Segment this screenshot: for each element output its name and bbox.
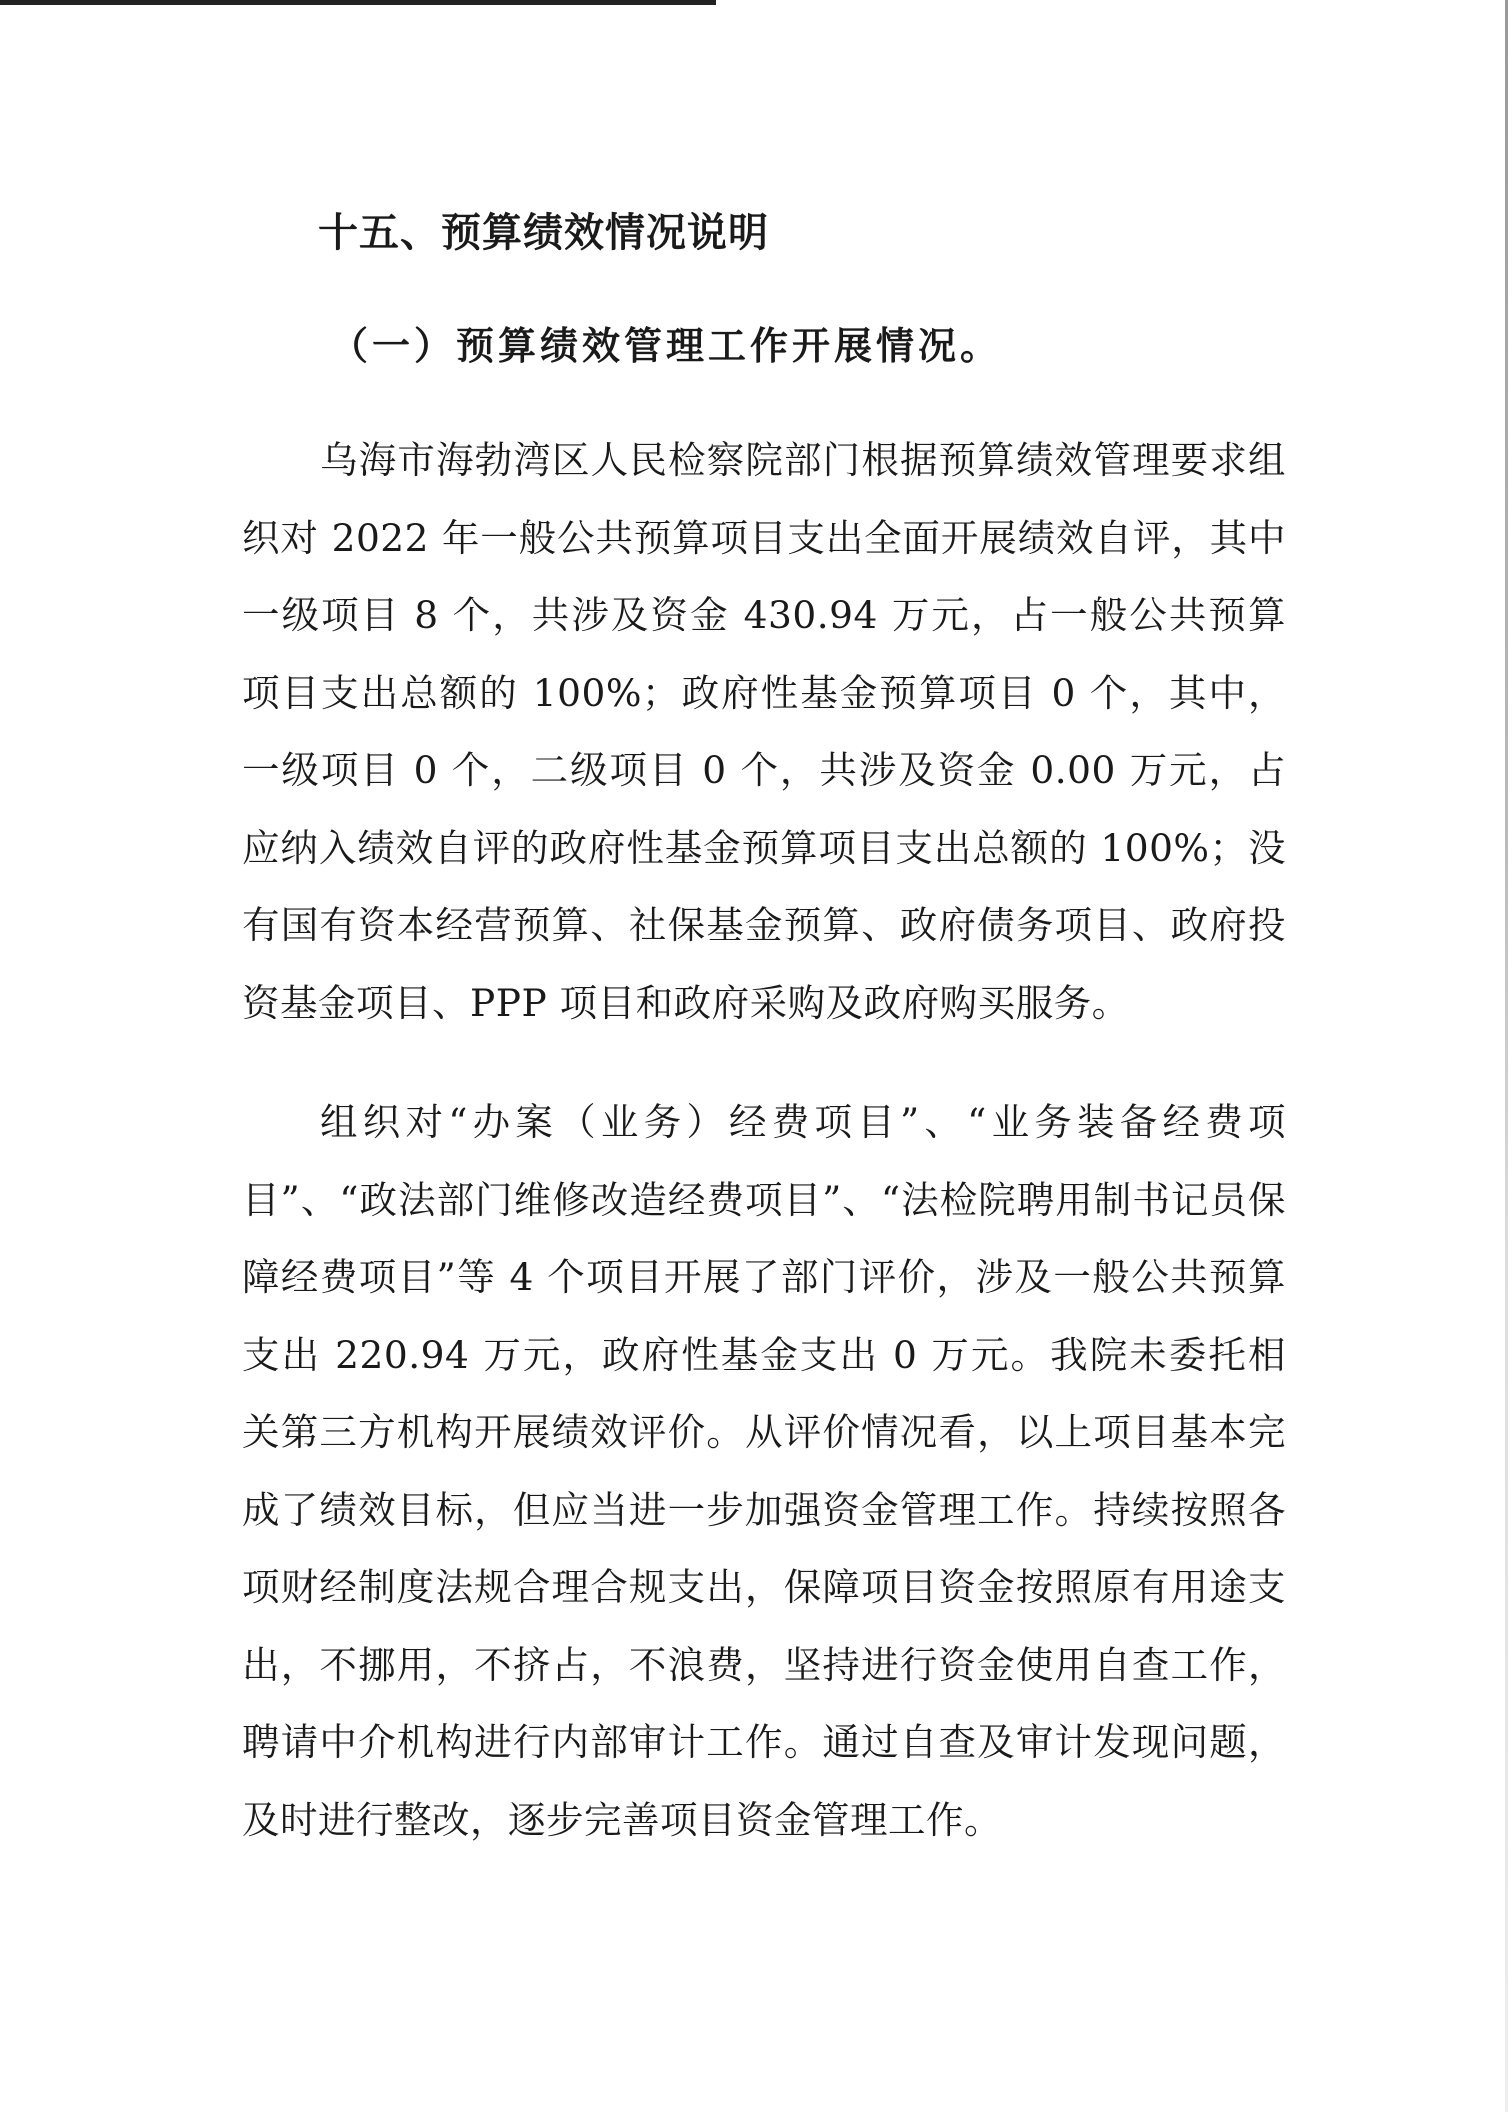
- scan-edge-mark: [0, 0, 716, 5]
- paragraph-department-evaluation: 组织对“办案（业务）经费项目”、“业务装备经费项目”、“政法部门维修改造经费项目”、“法检院聘用制书记员保障经费项目”等 4 个项目开展了部门评价，涉及一般公共预算支出 220.94 万元，政府性基金支出 0 万元。我院未委托相关第三方机构开展绩效评价。从评价情况看，以上项目基本完成了绩效目标，但应当进一步加强资金管理工作。持续按照各项财经制度法规合理合规支出，保障项目资金按照原有用途支出，不挪用，不挤占，不浪费，坚持进行资金使用自查工作，聘请中介机构进行内部审计工作。通过自查及审计发现问题，及时进行整改，逐步完善项目资金管理工作。: [242, 1100, 1286, 1842]
- subsection-heading: （一）预算绩效管理工作开展情况。: [330, 324, 1003, 368]
- paragraph-self-evaluation: 乌海市海勃湾区人民检察院部门根据预算绩效管理要求组织对 2022 年一般公共预算项目支出全面开展绩效自评，其中一级项目 8 个，共涉及资金 430.94 万元，占一般公共预算项目支出总额的 100%；政府性基金预算项目 0 个，其中，一级项目 0 个，二级项目 0 个，共涉及资金 0.00 万元，占应纳入绩效自评的政府性基金预算项目支出总额的 100%；没有国有资本经营预算、社保基金预算、政府债务项目、政府投资基金项目、PPP 项目和政府采购及政府购买服务。: [242, 438, 1286, 1025]
- scan-edge-shadow: [1505, 0, 1508, 2112]
- section-heading: 十五、预算绩效情况说明: [318, 210, 769, 256]
